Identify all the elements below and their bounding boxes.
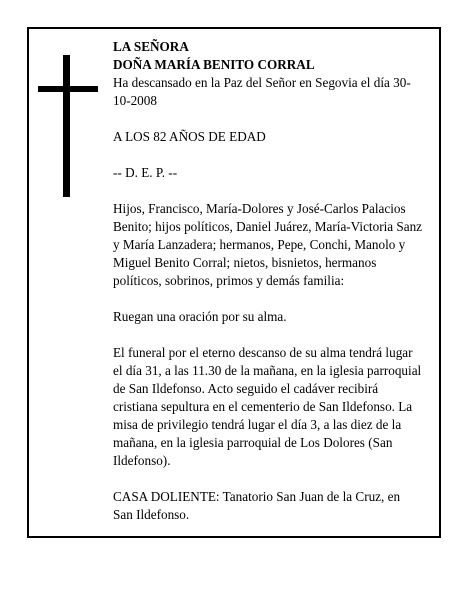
obituary-text: [113, 38, 423, 542]
death-announcement: [113, 74, 423, 110]
cross-vertical-bar: [63, 55, 70, 197]
death-line-1: Ha descansado en la Paz del Señor en Segovia el día 30-: [113, 75, 411, 90]
rip-line: -- D. E. P. --: [113, 165, 178, 180]
family-paragraph: Hijos, Francisco, María-Dolores y José-Carlos Palacios Benito; hijos políticos, Daniel Juárez, María-Victoria Sanz y María Lanzadera; hermanos, Pepe, Conchi, Manolo y Miguel Benito Corral; nietos, bisnietos, hermanos políticos, sobrinos, primos y demás familia:: [113, 201, 423, 288]
honorific: LA SEÑORA: [113, 39, 189, 54]
age-line: A LOS 82 AÑOS DE EDAD: [113, 129, 266, 144]
cross-horizontal-bar: [38, 86, 98, 92]
funeral-paragraph: El funeral por el eterno descanso de su alma tendrá lugar el día 31, a las 11.30 de la mañana, en la iglesia parroquial de San Ildefonso. Acto seguido el cadáver recibirá cristiana sepultura en el cementerio de San Ildefonso. La misa de privilegio tendrá lugar el día 3, a las diez de la mañana, en la iglesia parroquial de Los Dolores (San Ildefonso).: [113, 345, 422, 468]
death-line-2: 10-2008: [113, 93, 157, 108]
prayer-line: Ruegan una oración por su alma.: [113, 309, 287, 324]
deceased-name: DOÑA MARÍA BENITO CORRAL: [113, 57, 315, 72]
house-line: CASA DOLIENTE: Tanatorio San Juan de la Cruz, en San Ildefonso.: [113, 489, 401, 522]
latin-cross-icon: [38, 55, 98, 197]
